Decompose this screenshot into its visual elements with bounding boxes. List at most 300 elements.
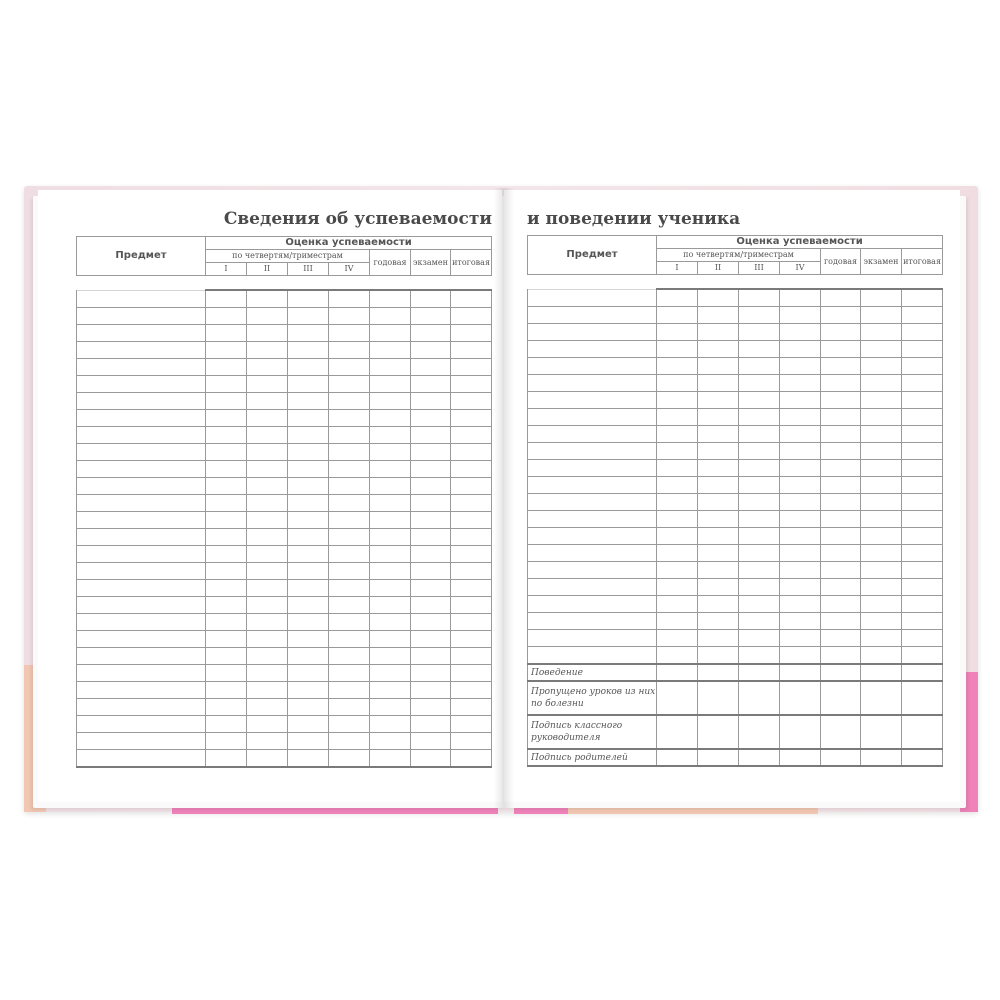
grade-cell [288, 478, 329, 495]
grade-cell [657, 375, 698, 392]
grade-row [528, 494, 943, 511]
summary-label-behavior: Поведение [528, 664, 657, 681]
grade-cell [657, 477, 698, 494]
grade-cell [288, 699, 329, 716]
grade-cell [902, 358, 943, 375]
grade-cell [861, 375, 902, 392]
right-page-title: и поведении ученика [527, 209, 741, 229]
subject-cell [77, 648, 206, 665]
grade-cell [247, 376, 288, 393]
grade-cell [288, 427, 329, 444]
grade-cell [288, 546, 329, 563]
grade-cell [821, 426, 861, 443]
grade-cell [206, 359, 247, 376]
grade-cell [329, 410, 370, 427]
grade-cell [411, 410, 451, 427]
grade-cell [247, 325, 288, 342]
subject-cell [77, 563, 206, 580]
subject-cell [77, 461, 206, 478]
grade-row [77, 597, 492, 614]
grade-cell [329, 512, 370, 529]
subject-cell [528, 494, 657, 511]
grade-cell [451, 444, 492, 461]
grade-cell [206, 682, 247, 699]
grade-cell [821, 289, 861, 307]
grade-cell [821, 562, 861, 579]
grade-cell [247, 444, 288, 461]
grade-cell [370, 512, 411, 529]
grade-cell [861, 324, 902, 341]
grade-cell [698, 528, 739, 545]
grade-cell [370, 325, 411, 342]
grade-cell [247, 750, 288, 768]
subject-cell [77, 580, 206, 597]
grade-cell [902, 460, 943, 477]
subject-cell [77, 546, 206, 563]
grade-row [528, 409, 943, 426]
grade-cell [657, 443, 698, 460]
grade-cell [329, 597, 370, 614]
subject-cell [528, 358, 657, 375]
subject-cell [528, 392, 657, 409]
grade-cell [206, 376, 247, 393]
grade-cell [370, 614, 411, 631]
grade-cell [329, 682, 370, 699]
grade-cell [288, 665, 329, 682]
grade-cell [780, 579, 821, 596]
grade-cell [657, 630, 698, 647]
grade-cell [902, 562, 943, 579]
grade-cell [780, 289, 821, 307]
column-header-subject: Предмет [528, 236, 657, 275]
grade-cell [657, 341, 698, 358]
grade-cell [780, 562, 821, 579]
grade-cell [902, 392, 943, 409]
subject-cell [77, 614, 206, 631]
grade-cell [780, 409, 821, 426]
grade-cell [451, 410, 492, 427]
subject-cell [77, 393, 206, 410]
grade-cell [247, 529, 288, 546]
grade-cell [780, 443, 821, 460]
grade-cell [451, 631, 492, 648]
grade-cell [451, 495, 492, 512]
subject-cell [528, 460, 657, 477]
grade-cell [861, 630, 902, 647]
grade-cell [329, 546, 370, 563]
grade-cell [902, 307, 943, 324]
grade-cell [451, 563, 492, 580]
grade-row [77, 580, 492, 597]
grade-cell [739, 409, 780, 426]
grade-cell [288, 682, 329, 699]
grade-cell [288, 614, 329, 631]
grade-cell [902, 613, 943, 630]
grade-cell [206, 614, 247, 631]
grade-cell [821, 307, 861, 324]
grade-row [77, 716, 492, 733]
subject-cell [528, 647, 657, 665]
grade-cell [206, 478, 247, 495]
grade-cell [861, 409, 902, 426]
grade-row [77, 359, 492, 376]
grade-cell [206, 325, 247, 342]
grade-row [528, 613, 943, 630]
summary-label-teacher-signature: Подпись классного руководителя [528, 715, 657, 749]
grade-row [528, 358, 943, 375]
column-header-period-1: I [206, 263, 247, 276]
grade-cell [329, 665, 370, 682]
grade-cell [411, 427, 451, 444]
grade-cell [861, 358, 902, 375]
grade-cell [411, 290, 451, 308]
grade-cell [451, 733, 492, 750]
grade-cell [739, 494, 780, 511]
summary-row-teacher-signature [528, 715, 943, 749]
grade-cell [411, 614, 451, 631]
subject-cell [77, 495, 206, 512]
grade-row [77, 512, 492, 529]
grade-cell [657, 647, 698, 665]
grade-cell [329, 699, 370, 716]
grade-cell [902, 528, 943, 545]
grade-cell [411, 597, 451, 614]
grade-cell [780, 307, 821, 324]
grade-cell [206, 308, 247, 325]
grade-cell [411, 733, 451, 750]
subject-cell [77, 699, 206, 716]
grade-cell [861, 647, 902, 665]
grade-row [528, 596, 943, 613]
grade-cell [780, 324, 821, 341]
grade-cell [370, 563, 411, 580]
subject-cell [77, 478, 206, 495]
grade-cell [370, 529, 411, 546]
grade-cell [698, 307, 739, 324]
grade-cell [411, 699, 451, 716]
grade-cell [411, 444, 451, 461]
grade-cell [902, 630, 943, 647]
grade-cell [411, 325, 451, 342]
subject-cell [528, 324, 657, 341]
grade-cell [698, 341, 739, 358]
subject-cell [528, 511, 657, 528]
grade-cell [698, 358, 739, 375]
grade-cell [698, 324, 739, 341]
grade-row [528, 477, 943, 494]
grade-row [77, 376, 492, 393]
grade-row [77, 427, 492, 444]
grade-cell [370, 410, 411, 427]
grade-cell [411, 461, 451, 478]
subject-cell [77, 427, 206, 444]
subject-cell [77, 325, 206, 342]
grade-cell [739, 426, 780, 443]
grade-cell [657, 358, 698, 375]
grade-cell [821, 460, 861, 477]
grade-cell [861, 460, 902, 477]
grade-cell [411, 546, 451, 563]
grade-cell [821, 545, 861, 562]
grade-cell [739, 477, 780, 494]
grade-cell [288, 308, 329, 325]
grade-cell [288, 597, 329, 614]
grade-cell [451, 750, 492, 768]
grade-cell [451, 359, 492, 376]
grade-cell [206, 529, 247, 546]
grade-cell [370, 342, 411, 359]
grade-cell [329, 376, 370, 393]
grade-cell [329, 563, 370, 580]
column-header-periods: по четвертям/триместрам [657, 249, 821, 262]
subject-cell [77, 359, 206, 376]
grade-cell [247, 597, 288, 614]
grade-cell [780, 630, 821, 647]
grade-cell [739, 562, 780, 579]
grade-cell [247, 546, 288, 563]
column-header-period-2: II [247, 263, 288, 276]
grade-cell [451, 682, 492, 699]
grade-cell [821, 511, 861, 528]
grade-row [77, 461, 492, 478]
grade-cell [411, 563, 451, 580]
grade-row [77, 682, 492, 699]
grade-cell [370, 478, 411, 495]
grade-cell [247, 290, 288, 308]
grade-cell [861, 562, 902, 579]
grade-cell [739, 358, 780, 375]
subject-cell [77, 529, 206, 546]
grade-row [528, 562, 943, 579]
grade-cell [288, 529, 329, 546]
grade-cell [698, 477, 739, 494]
grade-cell [370, 733, 411, 750]
grade-cell [411, 648, 451, 665]
grade-cell [206, 648, 247, 665]
grade-cell [739, 375, 780, 392]
grade-cell [288, 648, 329, 665]
grade-cell [451, 546, 492, 563]
grade-cell [288, 359, 329, 376]
grade-cell [247, 631, 288, 648]
grade-cell [698, 579, 739, 596]
grade-cell [657, 409, 698, 426]
grade-cell [902, 511, 943, 528]
grade-cell [247, 495, 288, 512]
subject-cell [77, 750, 206, 768]
grade-cell [247, 427, 288, 444]
grade-cell [821, 375, 861, 392]
grade-cell [821, 477, 861, 494]
grade-cell [657, 562, 698, 579]
column-header-exam: экзамен [861, 249, 902, 275]
grade-row [77, 410, 492, 427]
subject-cell [77, 444, 206, 461]
subject-cell [77, 290, 206, 308]
grade-cell [821, 494, 861, 511]
subject-cell [77, 376, 206, 393]
grade-cell [739, 392, 780, 409]
grade-cell [739, 341, 780, 358]
grade-cell [288, 393, 329, 410]
grade-cell [698, 289, 739, 307]
subject-cell [528, 613, 657, 630]
grade-cell [902, 375, 943, 392]
grade-cell [206, 563, 247, 580]
grade-cell [206, 393, 247, 410]
grade-cell [861, 392, 902, 409]
grade-cell [861, 545, 902, 562]
grade-cell [370, 359, 411, 376]
grade-cell [451, 716, 492, 733]
grade-row [77, 699, 492, 716]
grade-cell [288, 495, 329, 512]
grade-cell [821, 392, 861, 409]
grade-cell [739, 630, 780, 647]
grade-cell [821, 596, 861, 613]
column-header-period-3: III [288, 263, 329, 276]
grade-cell [329, 359, 370, 376]
grade-cell [451, 342, 492, 359]
grade-cell [329, 733, 370, 750]
grade-row [528, 324, 943, 341]
grade-cell [698, 613, 739, 630]
grade-cell [370, 716, 411, 733]
grade-cell [780, 460, 821, 477]
grade-cell [411, 580, 451, 597]
grade-row [77, 750, 492, 768]
grade-cell [902, 647, 943, 665]
summary-label-missed: Пропущено уроков из них по болезни [528, 681, 657, 715]
grade-cell [288, 716, 329, 733]
grade-cell [902, 579, 943, 596]
grade-cell [657, 596, 698, 613]
grade-cell [780, 477, 821, 494]
grade-cell [861, 596, 902, 613]
subject-cell [77, 733, 206, 750]
subject-cell [77, 512, 206, 529]
grade-row [77, 631, 492, 648]
grade-cell [370, 376, 411, 393]
grade-cell [206, 410, 247, 427]
grade-cell [288, 290, 329, 308]
grade-cell [698, 375, 739, 392]
column-header-annual: годовая [370, 250, 411, 276]
grade-cell [657, 579, 698, 596]
left-page-title: Сведения об успеваемости [223, 209, 492, 229]
grade-row [528, 426, 943, 443]
grade-cell [902, 494, 943, 511]
grade-cell [821, 409, 861, 426]
subject-cell [77, 308, 206, 325]
grade-cell [861, 289, 902, 307]
grade-cell [861, 443, 902, 460]
grade-cell [329, 308, 370, 325]
grade-cell [780, 596, 821, 613]
grade-cell [370, 648, 411, 665]
grade-cell [329, 325, 370, 342]
grade-cell [329, 580, 370, 597]
subject-cell [77, 716, 206, 733]
grade-cell [780, 392, 821, 409]
grade-cell [657, 528, 698, 545]
grade-cell [411, 342, 451, 359]
grade-cell [329, 750, 370, 768]
column-header-subject: Предмет [77, 237, 206, 276]
grade-row [528, 511, 943, 528]
grade-cell [739, 596, 780, 613]
grade-cell [821, 324, 861, 341]
grade-cell [206, 546, 247, 563]
subject-cell [528, 426, 657, 443]
grade-cell [739, 443, 780, 460]
grade-cell [780, 511, 821, 528]
grade-cell [247, 308, 288, 325]
subject-cell [528, 579, 657, 596]
subject-cell [528, 596, 657, 613]
grade-row [77, 665, 492, 682]
grade-cell [370, 461, 411, 478]
grade-cell [451, 478, 492, 495]
book-gutter [494, 188, 514, 808]
grade-cell [370, 750, 411, 768]
grade-cell [329, 444, 370, 461]
grade-cell [247, 342, 288, 359]
grade-cell [370, 308, 411, 325]
grade-cell [206, 631, 247, 648]
grade-cell [657, 545, 698, 562]
grade-cell [288, 563, 329, 580]
grade-cell [451, 376, 492, 393]
grade-cell [247, 614, 288, 631]
grade-cell [247, 461, 288, 478]
summary-label-parent-signature: Подпись родителей [528, 749, 657, 766]
grade-cell [861, 613, 902, 630]
grade-cell [247, 393, 288, 410]
grade-cell [247, 478, 288, 495]
grade-cell [370, 665, 411, 682]
column-header-period-4: IV [780, 262, 821, 275]
column-header-annual: годовая [821, 249, 861, 275]
subject-cell [528, 375, 657, 392]
grade-cell [821, 443, 861, 460]
grade-row [528, 392, 943, 409]
grade-cell [821, 358, 861, 375]
grade-cell [739, 528, 780, 545]
grade-cell [411, 359, 451, 376]
grade-cell [657, 426, 698, 443]
subject-cell [528, 443, 657, 460]
grade-cell [206, 716, 247, 733]
grade-cell [902, 477, 943, 494]
subject-cell [77, 631, 206, 648]
grade-row [528, 528, 943, 545]
grade-cell [780, 613, 821, 630]
grade-cell [821, 341, 861, 358]
grade-row [77, 648, 492, 665]
grade-cell [206, 699, 247, 716]
grade-cell [247, 359, 288, 376]
subject-cell [528, 545, 657, 562]
grade-cell [861, 579, 902, 596]
grade-cell [206, 342, 247, 359]
grade-cell [411, 716, 451, 733]
grade-row [528, 460, 943, 477]
grade-cell [206, 750, 247, 768]
column-header-periods: по четвертям/триместрам [206, 250, 370, 263]
grade-cell [780, 528, 821, 545]
grade-cell [780, 358, 821, 375]
